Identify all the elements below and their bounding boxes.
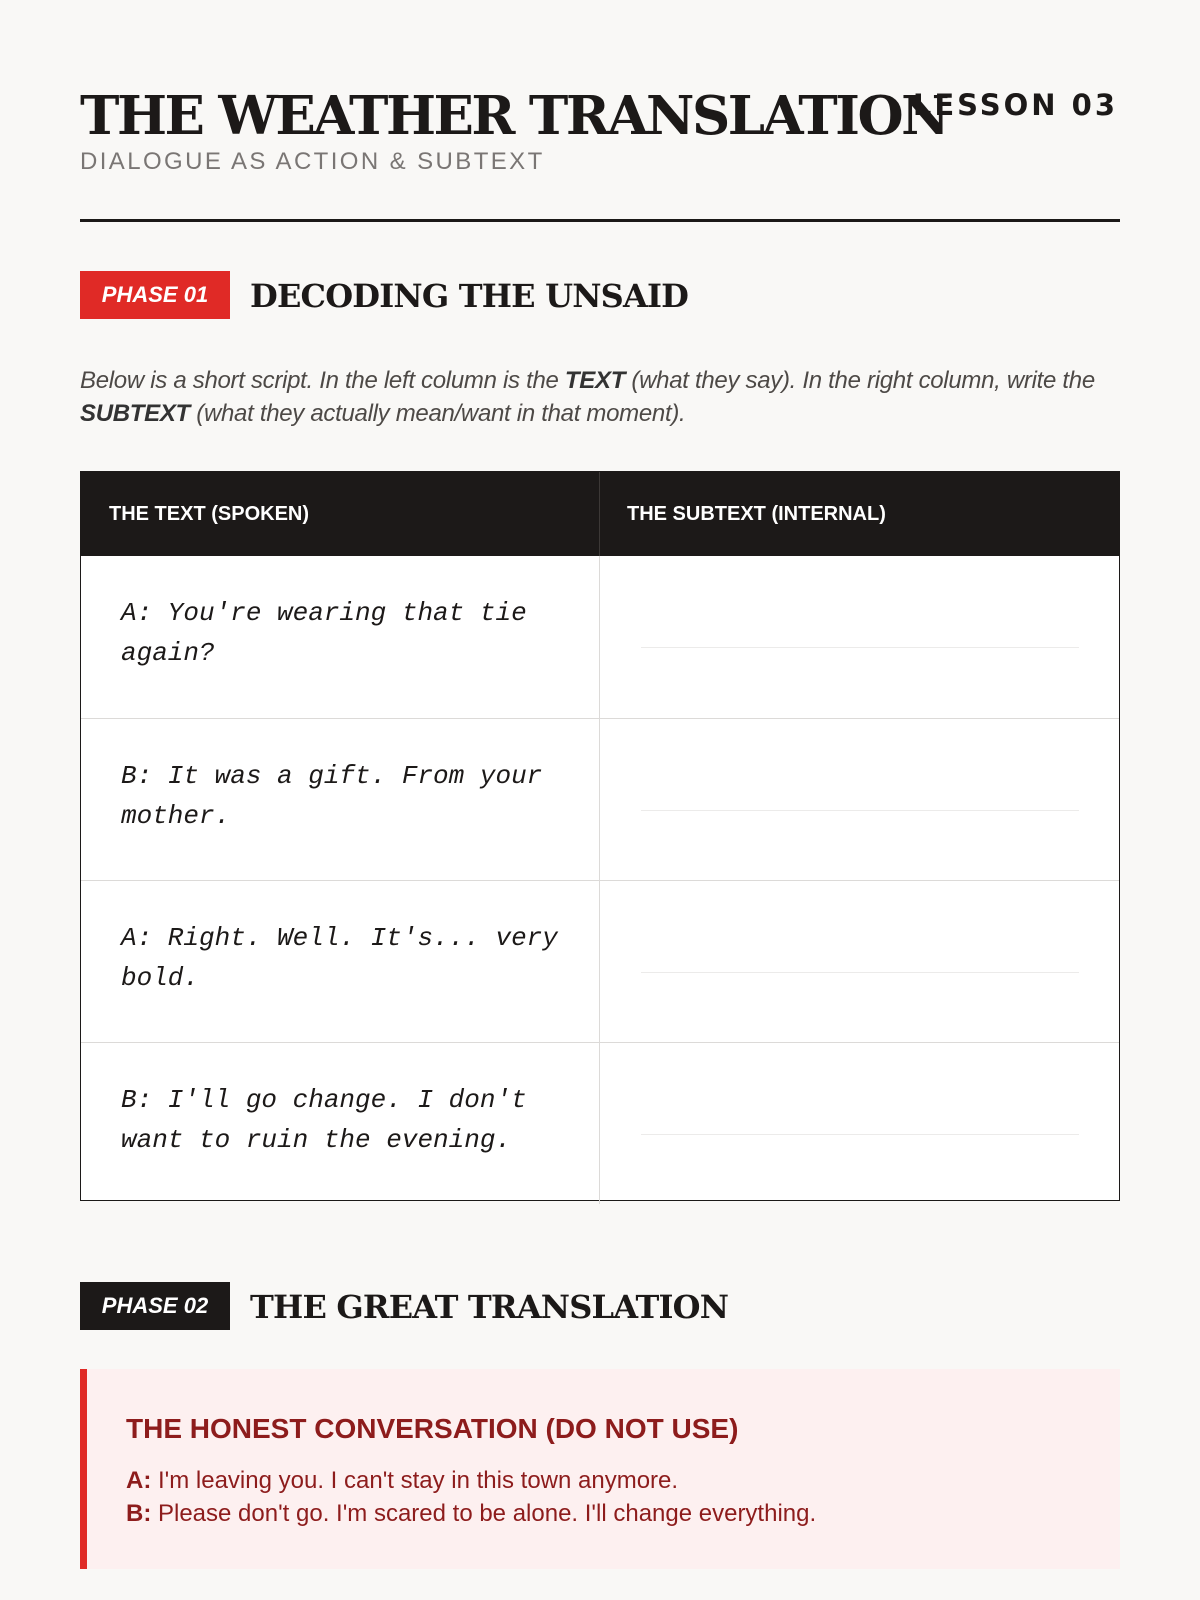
table-row xyxy=(81,718,1119,880)
phase-01-header xyxy=(80,271,1120,319)
subtext-answer-field[interactable] xyxy=(641,810,1079,811)
instructions-part-2: (what they say). In the right column, write the xyxy=(625,367,1095,394)
table-header xyxy=(81,472,1119,556)
page-subtitle: DIALOGUE AS ACTION & SUBTEXT xyxy=(80,148,545,175)
spoken-line: A: You're wearing that tie again? xyxy=(121,598,527,668)
column-divider xyxy=(599,556,600,718)
header-divider xyxy=(599,472,600,556)
spoken-line: B: I'll go change. I don't want to ruin the evening. xyxy=(121,1085,527,1155)
phase-01-badge: PHASE 01 xyxy=(80,271,230,319)
spoken-line: A: Right. Well. It's... very bold. xyxy=(121,923,558,993)
instructions-bold-subtext: SUBTEXT xyxy=(80,400,190,427)
speaker-label: A: xyxy=(126,1467,152,1494)
phase-01-title: DECODING THE UNSAID xyxy=(250,277,689,315)
callout-line-text: I'm leaving you. I can't stay in this town anymore. xyxy=(151,1467,679,1494)
page-title: THE WEATHER TRANSLATION xyxy=(80,85,948,147)
table-row xyxy=(81,1042,1119,1204)
phase-02-title: THE GREAT TRANSLATION xyxy=(250,1288,729,1326)
honest-conversation-callout xyxy=(80,1369,1120,1569)
instructions-part-3: (what they actually mean/want in that moment). xyxy=(189,400,686,427)
phase-02-header xyxy=(80,1282,1120,1330)
column-header-subtext: THE SUBTEXT (INTERNAL) xyxy=(627,503,886,525)
subtext-answer-field[interactable] xyxy=(641,1134,1079,1135)
table-row xyxy=(81,556,1119,718)
page-header xyxy=(80,82,1120,222)
table-row xyxy=(81,880,1119,1042)
subtext-answer-field[interactable] xyxy=(641,647,1079,648)
column-header-text: THE TEXT (SPOKEN) xyxy=(109,503,310,525)
phase-02-badge: PHASE 02 xyxy=(80,1282,230,1330)
script-table xyxy=(80,471,1120,1201)
callout-title: THE HONEST CONVERSATION (DO NOT USE) xyxy=(126,1413,739,1444)
column-divider xyxy=(599,881,600,1042)
callout-line-a xyxy=(126,1467,678,1495)
lesson-number: LESSON 03 xyxy=(912,88,1118,122)
phase-01-instructions xyxy=(80,364,1120,430)
instructions-bold-text: TEXT xyxy=(564,367,626,394)
spoken-line: B: It was a gift. From your mother. xyxy=(121,761,543,831)
worksheet-page xyxy=(80,0,1120,1600)
callout-line-text: Please don't go. I'm scared to be alone. I'll change everything. xyxy=(151,1500,817,1527)
subtext-answer-field[interactable] xyxy=(641,972,1079,973)
speaker-label: B: xyxy=(126,1500,152,1527)
instructions-part-1: Below is a short script. In the left column is the xyxy=(80,367,565,394)
column-divider xyxy=(599,719,600,880)
callout-line-b xyxy=(126,1500,816,1528)
column-divider xyxy=(599,1043,600,1204)
